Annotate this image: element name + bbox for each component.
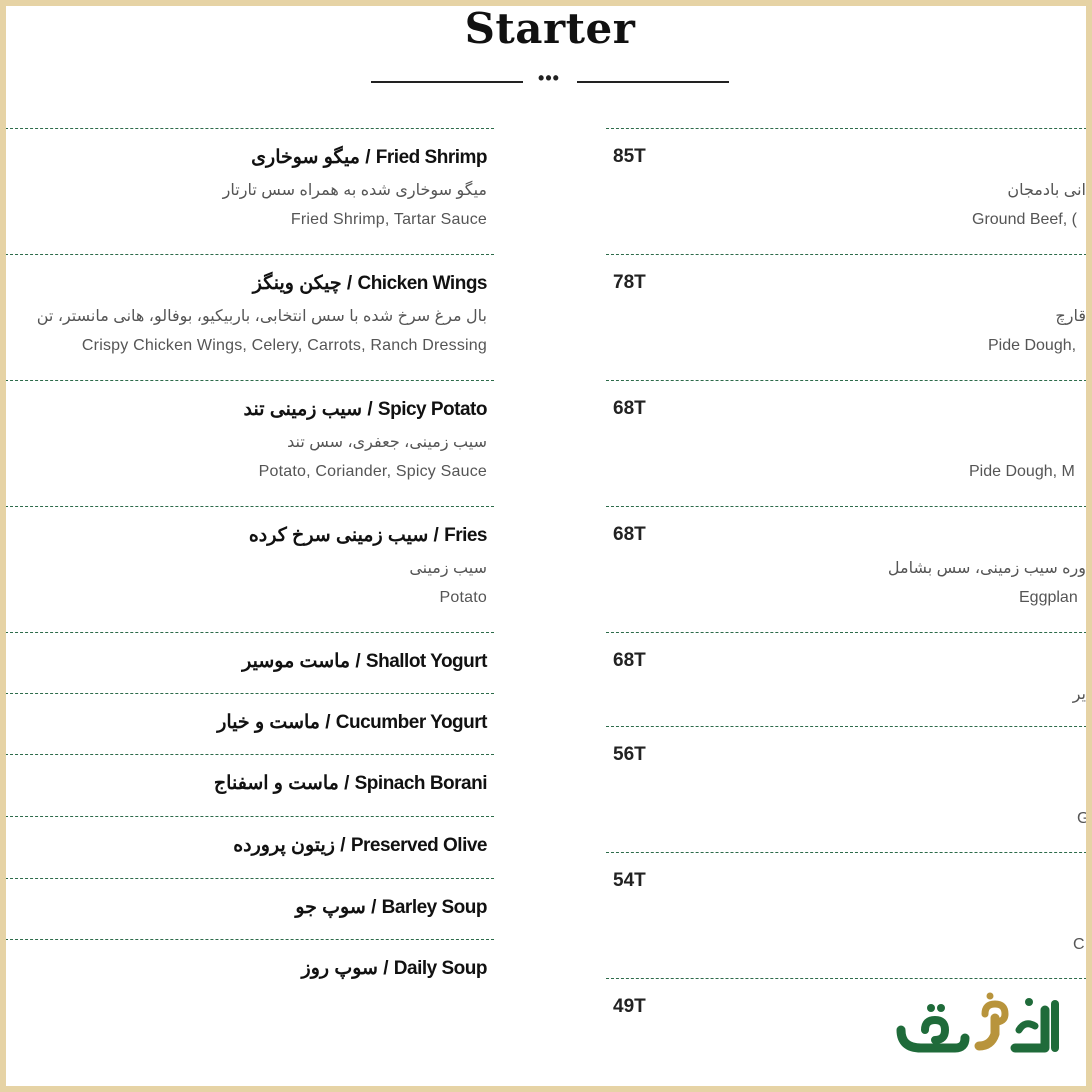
divider xyxy=(0,878,494,879)
menu-item-name: ماست موسیر / Shallot Yogurt xyxy=(242,651,487,672)
section-title: Starter xyxy=(464,4,636,53)
divider xyxy=(606,852,1092,853)
item-description-fragment: انی بادمجان xyxy=(1007,182,1086,199)
menu-item-name: میگو سوخاری / Fried Shrimp xyxy=(251,147,487,168)
item-description-fragment: Pide Dough, M xyxy=(969,463,1075,480)
menu-item-name: سوپ جو / Barley Soup xyxy=(295,897,487,918)
menu-item-name: سیب زمینی تند / Spicy Potato xyxy=(243,399,487,420)
item-description-fragment: Eggplan xyxy=(1019,589,1078,606)
menu-item-description-en: Potato xyxy=(439,589,487,606)
menu-item-name: ماست و اسفناج / Spinach Borani xyxy=(213,773,487,794)
item-description-fragment: Pide Dough, xyxy=(988,337,1077,354)
divider xyxy=(0,632,494,633)
menu-item-name: چیکن وینگز / Chicken Wings xyxy=(252,273,487,294)
menu-item-name: ماست و خیار / Cucumber Yogurt xyxy=(217,712,487,733)
divider xyxy=(0,754,494,755)
menu-item-description-en: Crispy Chicken Wings, Celery, Carrots, Ranch Dressing xyxy=(81,337,487,354)
item-description-fragment: G xyxy=(1077,810,1090,827)
menu-item-description-fa: بال مرغ سرخ شده با سس انتخابی، باربیکیو، بوفالو، هانی مانستر، تن xyxy=(36,308,487,325)
menu-item-name: سوپ روز / Daily Soup xyxy=(301,958,487,979)
menu-item-name: سیب زمینی سرخ کرده / Fries xyxy=(248,525,487,546)
title-rule-right xyxy=(577,81,729,83)
item-description-fragment: C xyxy=(1073,936,1085,953)
item-description-fragment: قارچ xyxy=(1055,308,1086,325)
divider xyxy=(606,380,1092,381)
title-ornament: ••• xyxy=(538,68,560,88)
item-description-fragment: Ground Beef, ( xyxy=(972,211,1077,228)
price: 68T xyxy=(613,650,646,671)
title-rule-left xyxy=(371,81,523,83)
price: 56T xyxy=(613,744,646,765)
menu-item-name: زیتون پرورده / Preserved Olive xyxy=(233,835,487,856)
divider xyxy=(606,632,1092,633)
menu-item-description-en: Fried Shrimp, Tartar Sauce xyxy=(290,211,487,228)
divider xyxy=(606,254,1092,255)
price: 68T xyxy=(613,398,646,419)
price: 78T xyxy=(613,272,646,293)
divider xyxy=(606,506,1092,507)
divider xyxy=(0,939,494,940)
divider xyxy=(0,254,494,255)
menu-item-description-fa: میگو سوخاری شده به همراه سس تارتار xyxy=(222,182,487,199)
price: 49T xyxy=(613,996,646,1017)
divider xyxy=(0,506,494,507)
item-description-fragment: وره سیب زمینی، سس بشامل xyxy=(887,560,1086,577)
price: 85T xyxy=(613,146,646,167)
price: 54T xyxy=(613,870,646,891)
menu-item-description-fa: سیب زمینی، جعفری، سس تند xyxy=(287,434,487,451)
divider xyxy=(0,816,494,817)
divider xyxy=(606,726,1092,727)
divider xyxy=(606,128,1092,129)
price: 68T xyxy=(613,524,646,545)
divider xyxy=(0,128,494,129)
divider xyxy=(0,693,494,694)
divider xyxy=(606,978,1092,979)
brand-logo xyxy=(895,990,1060,1062)
menu-item-description-en: Potato, Coriander, Spicy Sauce xyxy=(258,463,487,480)
divider xyxy=(0,380,494,381)
item-description-fragment: یر xyxy=(1072,686,1086,703)
menu-item-description-fa: سیب زمینی xyxy=(409,560,487,577)
